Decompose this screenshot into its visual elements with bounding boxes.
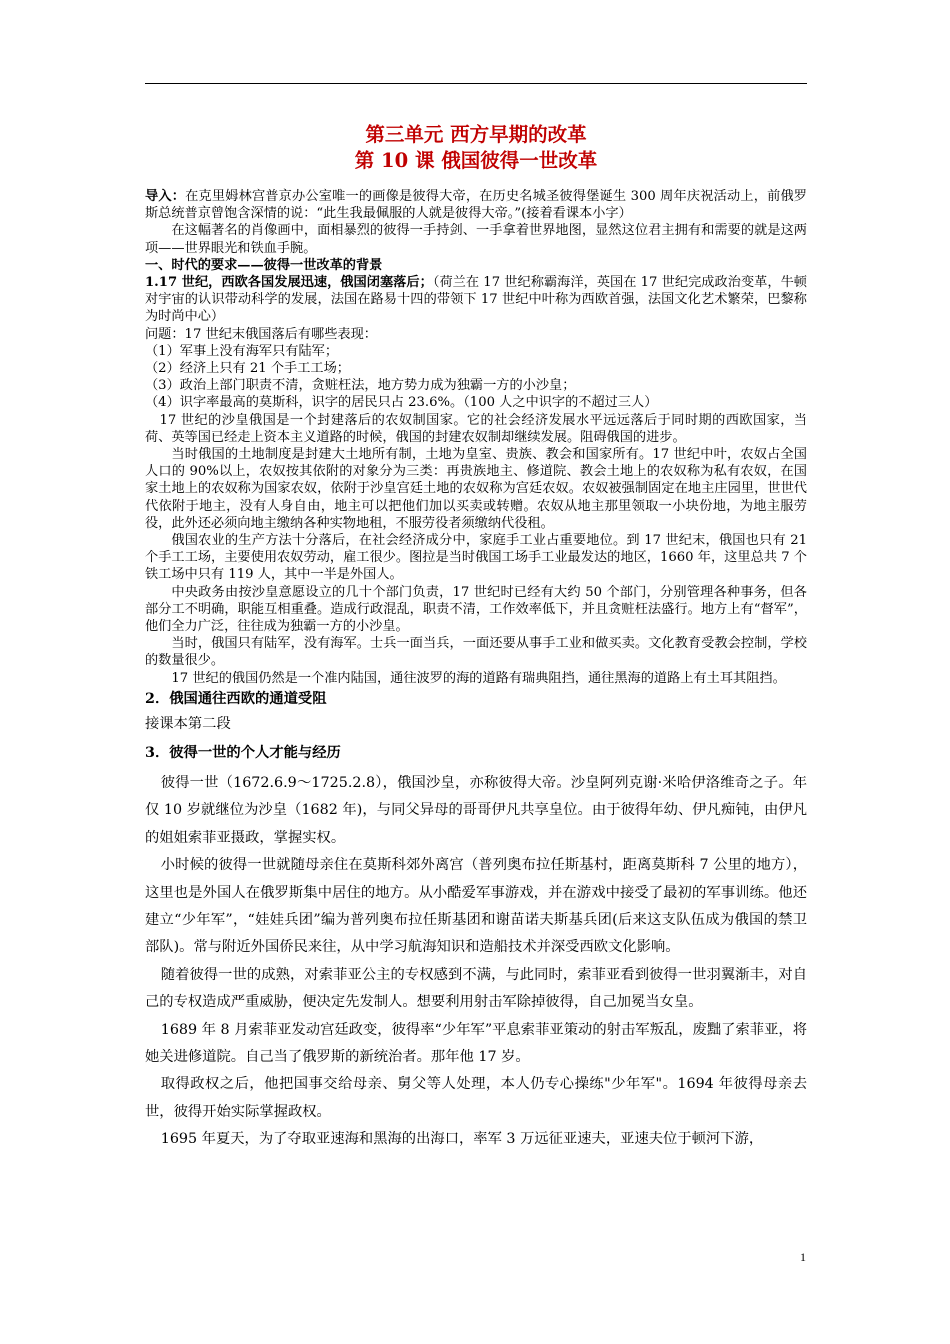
point3-heading: 3．彼得一世的个人才能与经历 [145,744,341,761]
list-item: （1）军事上没有海军只有陆军； [145,343,339,359]
body-paragraph: 中央政务由按沙皇意愿设立的几十个部门负责，17 世纪时已经有大约 50 个部门，分别管理各种事务，但各部分工不明确，职能互相重叠。造成行政混乱，职责不清，工作效率低下，并且贪赃枉法盛行。地方上有“督军”，他们全力广泛，往往成为独霸一方的小沙皇。 [145,584,807,635]
body-paragraph: 当时俄国的土地制度是封建大土地所有制，土地为皇室、贵族、教会和国家所有。17 世纪中叶，农奴占全国人口的 90%以上，农奴按其依附的对象分为三类：再贵族地主、修道院、教会土地上的农奴称为私有农奴，在国家土地上的农奴称为国家农奴，依附于沙皇宫廷土地的农奴称为宫廷农奴。农奴被强制固定在地主庄园里，世世代代依附于地主，没有人身自由，地主可以把他们加以买卖或转赠。农奴从地主那里领取一小块份地，为地主服劳役，此外还必须向地主缴纳各种实物地租，不服劳役者须缴纳代役租。 [145,447,807,531]
body-paragraph: 俄国农业的生产方法十分落后，在社会经济成分中，家庭手工业占重要地位。到 17 世纪末，俄国也只有 21 个手工工场，主要使用农奴劳动，雇工很少。图拉是当时俄国工场手工业最发达的地区，1660 年，这里总共 7 个铁工场中只有 119 人，其中一半是外国人。 [145,533,807,583]
body-paragraph: 当时，俄国只有陆军，没有海军。士兵一面当兵，一面还要从事手工业和做买卖。文化教育受教会控制，学校的数量很少。 [145,636,807,669]
page-content [145,122,807,1154]
bio-paragraph: 小时候的彼得一世就随母亲住在莫斯科郊外离宫（普列奥布拉任斯基村，距离莫斯科 7 公里的地方），这里也是外国人在俄罗斯集中居住的地方。从小酷爱军事游戏，并在游戏中接受了最初的军事训练。他还建立“少年军”，“娃娃兵团”编为普列奥布拉任斯基团和谢苗诺夫斯基兵团(后来这支队伍成为俄国的禁卫部队)。常与附近外国侨民来往，从中学习航海知识和造船技术并深受西欧文化影响。 [145,857,807,956]
bio-paragraph: 彼得一世（1672.6.9～1725.2.8），俄国沙皇，亦称彼得大帝。沙皇阿列克谢·米哈伊洛维奇之子。年仅 10 岁就继位为沙皇（1682 年)，与同父异母的哥哥伊凡共享皇位。由于彼得年幼、伊凡痴钝，由伊凡的姐姐索菲亚摄政，掌握实权。 [145,774,807,846]
question-line: 问题：17 世纪末俄国落后有哪些表现： [145,326,377,342]
list-item: （2）经济上只有 21 个手工工场； [145,361,350,377]
list-item: （4）识字率最高的莫斯科，识字的居民只占 23.6%。（100 人之中识字的不超过三人） [145,395,658,411]
bio-paragraph: 1695 年夏天，为了夺取亚速海和黑海的出海口，率军 3 万远征亚速夫，亚速夫位于顿河下游， [160,1131,764,1148]
point1-bold: 1.17 世纪，西欧各国发展迅速，俄国闭塞落后； [145,275,433,291]
intro-paragraph-2: 在这幅著名的肖像画中，面相暴烈的彼得一手持剑、一手拿着世界地图，显然这位君主拥有和需要的就是这两项——世界眼光和铁血手腕。 [145,223,807,256]
page-number: 1 [800,1250,806,1264]
body-paragraph: 17 世纪的俄国仍然是一个准内陆国，通往波罗的海的道路有瑞典阻挡，通往黑海的道路上有土耳其阻挡。 [171,670,786,686]
unit-title: 第三单元 西方早期的改革 [365,123,587,146]
lesson-title: 第 10 课 俄国彼得一世改革 [354,149,598,172]
bio-paragraph: 随着彼得一世的成熟，对索菲亚公主的专权感到不满，与此同时，索菲亚看到彼得一世羽翼渐丰，对自己的专权造成严重威胁，便决定先发制人。想要利用射击军除掉彼得，自己加冕当女皇。 [145,966,807,1011]
body-paragraph: 17 世纪的沙皇俄国是一个封建落后的农奴制国家。它的社会经济发展水平远远落后于同时期的西欧国家，当荷、英等国已经走上资本主义道路的时候，俄国的封建农奴制却继续发展。阻碍俄国的进步。 [145,412,807,445]
point2-heading: 2．俄国通往西欧的通道受阻 [145,690,327,707]
header-rule [145,83,807,84]
point1-paragraph [145,274,807,326]
bio-paragraph: 取得政权之后，他把国事交给母亲、舅父等人处理，本人仍专心操练"少年军"。1694 年彼得母亲去世，彼得开始实际掌握政权。 [145,1076,807,1120]
intro-paragraph [145,188,807,222]
bio-paragraph: 1689 年 8 月索菲亚发动宫廷政变，彼得率“少年军”平息索菲亚策动的射击军叛乱，废黜了索菲亚，将她关进修道院。自己当了俄罗斯的新统治者。那年他 17 岁。 [145,1021,807,1065]
section1-heading: 一、时代的要求——彼得一世改革的背景 [145,257,383,273]
point2-text: 接课本第二段 [145,715,231,732]
point1-text: （荷兰在 17 世纪称霸海洋，英国在 17 世纪完成政治变革，牛顿对宇宙的认识带动科学的发展，法国在路易十四的带领下 17 世纪中叶称为西欧首强，法国文化艺术繁荣，巴黎称为时尚中心） [145,275,807,325]
list-item: （3）政治上部门职责不清，贪赃枉法，地方势力成为独霸一方的小沙皇； [145,378,576,394]
intro-label: 导入： [145,189,186,204]
intro-text: 在克里姆林宫普京办公室唯一的画像是彼得大帝，在历史名城圣彼得堡诞生 300 周年庆祝活动上，前俄罗斯总统普京曾饱含深情的说：“此生我最佩服的人就是彼得大帝。”(接着看课本小字） [145,189,807,222]
